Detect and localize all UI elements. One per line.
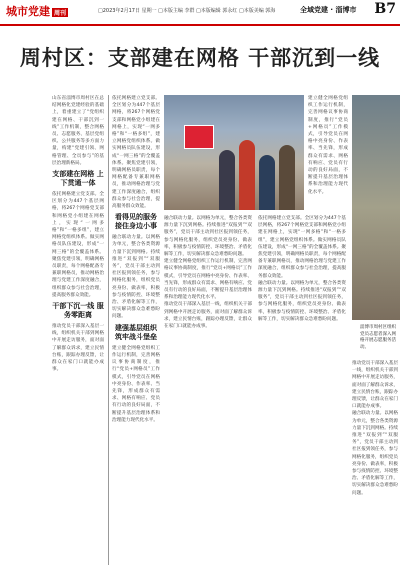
person-figure — [239, 140, 255, 210]
body-text-4b: 建立健全网格党组织工作运行机制，完善网格议事协商制度，推行“党员+网格员”工作模式，引导党员在网格中亮身份、作表率、当先锋，形成群众有需求、网格有响应、党员有行动的良好局面，不断提升基层治理体系和治理能力现代化水平。 — [164, 259, 252, 301]
news-photo-main — [164, 95, 304, 210]
article-column-6 — [352, 360, 398, 565]
article-column-5 — [308, 95, 348, 213]
masthead — [0, 0, 400, 26]
body-text-4c: 建立健全网格党组织工作运行机制，完善网格议事协商制度，推行“党员+网格员”工作模式，引导党员在网格中亮身份、作表率、当先锋，形成群众有需求、网格有响应、党员有行动的良好局面，不断提升基层治理体系和治理能力现代化水平。 — [308, 96, 348, 195]
column-divider — [108, 95, 109, 565]
body-text-3b: 推动党员干部深入基层一线，组织机关干部到网格中开展走访服务，面对面了解群众诉求，建立民情台账，跟踪办理反馈，让群众在家门口就能办成事。 — [164, 302, 252, 330]
news-photo-side — [352, 95, 400, 320]
photo-caption: 淄博市周村区组织党员志愿者深入网格开展志愿服务活动。 — [360, 325, 396, 350]
body-text-2c: 融合联动力量。以网格为单元，整合各类资源力量下沉到网格。持续推进“双报到”“双服务”，党员干部主动到社区报到领任务，参与网格化服务，组织党员亮身份、做表率，积极参与疫情防控、环境整治、矛盾化解等工作，切实解决群众急难愁盼问题。 — [258, 280, 346, 322]
person-figure — [219, 150, 235, 210]
body-text-2: 融合联动力量。以网格为单元，整合各类资源力量下沉到网格。持续推进“双报到”“双服务”，党员干部主动到社区报到领任务，参与网格化服务，组织党员亮身份、做表率，积极参与疫情防控、环境整治、矛盾化解等工作，切实解决群众急难愁盼问题。 — [112, 235, 160, 320]
article-column-1 — [52, 95, 104, 565]
subheading-1: 支部建在网格 上下贯通一体 — [52, 170, 104, 188]
newspaper-logo: 城市党建 周刊 — [6, 5, 67, 18]
body-text-2b: 融合联动力量。以网格为单元，整合各类资源力量下沉到网格。持续推进“双报到”“双服务”，党员干部主动到社区报到领任务，参与网格化服务，组织党员亮身份、做表率，积极参与疫情防控、环境整治、矛盾化解等工作，切实解决群众急难愁盼问题。 — [164, 216, 252, 258]
article-column-2 — [112, 95, 160, 565]
body-text-1b: 依托网格建立党支部。全区划分为447个基层网格，将267个网格党支部和网格党小组建在网格上，实现“一网多格”和“一格多组”，建立网格党组织体系。做实网格员队伍建设，形成“一网三格”的全覆盖体系。聚焦党建引领，明确网格员职责，每个网格配备专兼职网格员，推动网格治理与党建工作深度融合，组织群众参与社会治理，提高服务群众效能。 — [112, 96, 160, 210]
person-figure — [279, 145, 295, 210]
body-text-3: 推动党员干部深入基层一线，组织机关干部到网格中开展走访服务，面对面了解群众诉求，建立民情台账，跟踪办理反馈，让群众在家门口就能办成事。 — [52, 324, 104, 373]
article-headline: 周村区：支部建在网格 干部沉到一线 — [19, 45, 381, 70]
subheading-3: 干部下沉一线 服务零距离 — [52, 302, 104, 320]
subheading-4: 建强基层组织 筑牢战斗堡垒 — [115, 323, 157, 341]
dateline: □2023年2月17日 星期一 □本版主编 李群 □本版编辑 郭永红 □本版美编 郭海 — [98, 8, 276, 14]
intro-text: 山东省淄博市周村区在总结网格化党建经验的基础上，着重建立了“党组织建在网格、干部沉到一线”工作机制，整合网格员、志愿服务、基层党组织、公共服务等多方面力量，构建“党建引领、网格管理、全员参与”的基层治理新格局。 — [52, 96, 104, 166]
subheading-2: 看得见的服务 接住身边小事 — [115, 213, 157, 231]
body-text-2d: 融合联动力量。以网格为单元，整合各类资源力量下沉到网格。持续推进“双报到”“双服务”，党员干部主动到社区报到领任务，参与网格化服务，组织党员亮身份、做表率，积极参与疫情防控、环境整治、矛盾化解等工作，切实解决群众急难愁盼问题。 — [352, 411, 398, 496]
section-title: 全域党建 · 淄博市 — [300, 6, 357, 14]
body-text-1: 依托网格建立党支部。全区划分为447个基层网格，将267个网格党支部和网格党小组建在网格上，实现“一网多格”和“一格多组”，建立网格党组织体系。做实网格员队伍建设，形成“一网三格”的全覆盖体系。聚焦党建引领，明确网格员职责，每个网格配备专兼职网格员，推动网格治理与党建工作深度融合，组织群众参与社会治理，提高服务群众效能。 — [52, 192, 104, 298]
page-number: B7 — [374, 1, 396, 17]
article-column-4 — [258, 215, 346, 565]
person-figure — [259, 155, 275, 210]
body-text-4: 建立健全网格党组织工作运行机制，完善网格议事协商制度，推行“党员+网格员”工作模式，引导党员在网格中亮身份、作表率、当先锋，形成群众有需求、网格有响应、党员有行动的良好局面，不断提升基层治理体系和治理能力现代化水平。 — [112, 345, 160, 423]
body-text-3c: 推动党员干部深入基层一线，组织机关干部到网格中开展走访服务，面对面了解群众诉求，建立民情台账，跟踪办理反馈，让群众在家门口就能办成事。 — [352, 361, 398, 410]
body-text-1c: 依托网格建立党支部。全区划分为447个基层网格，将267个网格党支部和网格党小组建在网格上，实现“一网多格”和“一格多组”，建立网格党组织体系。做实网格员队伍建设，形成“一网三格”的全覆盖体系。聚焦党建引领，明确网格员职责，每个网格配备专兼职网格员，推动网格治理与党建工作深度融合，组织群众参与社会治理，提高服务群众效能。 — [258, 216, 346, 279]
article-column-3 — [164, 215, 252, 565]
banner-sign — [184, 125, 214, 149]
